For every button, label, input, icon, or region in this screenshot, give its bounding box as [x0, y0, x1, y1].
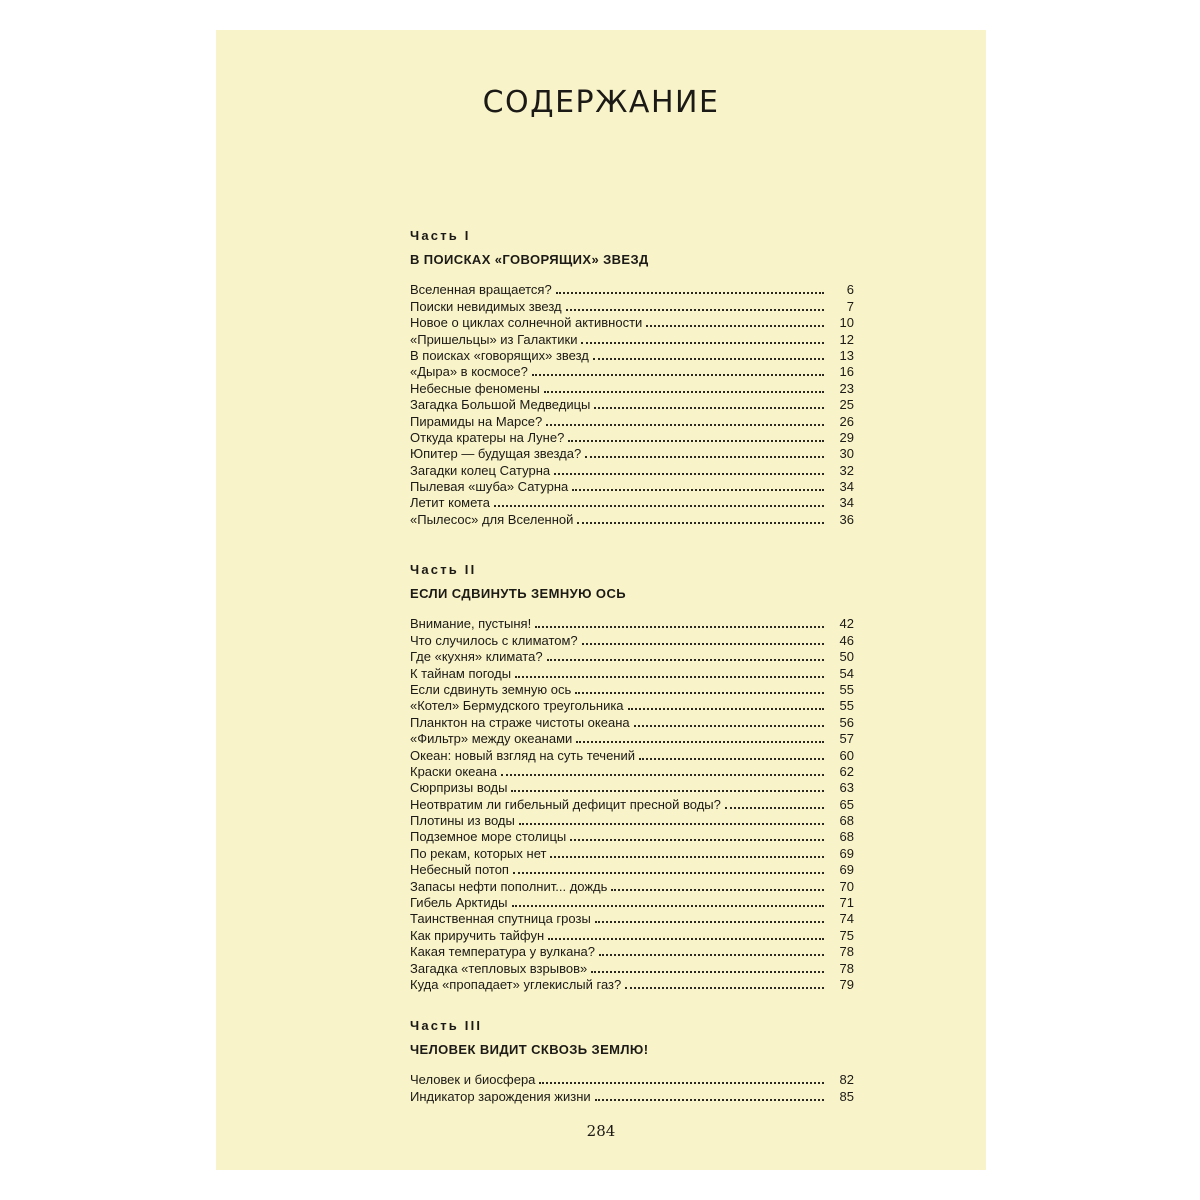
toc-entry: [410, 911, 854, 927]
toc-entry: [410, 315, 854, 331]
toc-entry: [410, 462, 854, 478]
toc-entry: [410, 927, 854, 943]
toc-entry-page: 55: [839, 681, 854, 697]
toc-entry: [410, 878, 854, 894]
toc-entry-page: 25: [839, 397, 854, 413]
toc-entry-page: 30: [839, 446, 854, 462]
toc-entry-title: Новое о циклах солнечной активности: [410, 315, 643, 331]
toc-entry: [410, 380, 854, 396]
dot-leader: [570, 838, 824, 841]
dot-leader: [556, 291, 824, 294]
toc-entry: [410, 862, 854, 878]
toc-entry-page: 85: [839, 1088, 854, 1104]
dot-leader: [585, 455, 824, 458]
dot-leader: [611, 888, 824, 891]
part-label: Часть III: [410, 1018, 483, 1033]
toc-entry-page: 54: [839, 665, 854, 681]
dot-leader: [639, 757, 824, 760]
toc-entry-title: Небесный потоп: [410, 862, 509, 878]
dot-leader: [572, 488, 824, 491]
toc-entry-page: 60: [839, 747, 854, 763]
toc-entry-page: 16: [839, 364, 854, 380]
dot-leader: [535, 625, 824, 628]
toc-entry: [410, 1072, 854, 1088]
toc-entry: [410, 479, 854, 495]
dot-leader: [575, 691, 824, 694]
toc-entry: [410, 796, 854, 812]
toc-entry: [410, 282, 854, 298]
toc-entry-title: Что случилось с климатом?: [410, 632, 578, 648]
dot-leader: [550, 855, 824, 858]
toc-entry-title: Сюрпризы воды: [410, 780, 508, 796]
toc-entry: [410, 430, 854, 446]
toc-entry-page: 75: [839, 927, 854, 943]
toc-entry-title: Как приручить тайфун: [410, 927, 545, 943]
toc-entry-page: 78: [839, 944, 854, 960]
toc-entry-page: 42: [839, 616, 854, 632]
toc-entry-page: 10: [839, 315, 854, 331]
toc-entry-page: 78: [839, 960, 854, 976]
toc-entry-page: 13: [839, 347, 854, 363]
dot-leader: [547, 658, 824, 661]
dot-leader: [554, 472, 824, 475]
toc-entry-page: 65: [839, 796, 854, 812]
toc-entry: [410, 364, 854, 380]
dot-leader: [513, 871, 824, 874]
dot-leader: [646, 324, 824, 327]
dot-leader: [594, 406, 824, 409]
toc-entry: [410, 895, 854, 911]
dot-leader: [546, 423, 824, 426]
toc-entry-title: Вселенная вращается?: [410, 282, 552, 298]
book-page: [216, 30, 986, 1170]
toc-entry-title: «Дыра» в космосе?: [410, 364, 528, 380]
toc-entry: [410, 780, 854, 796]
toc-entry-page: 26: [839, 413, 854, 429]
toc-entry: [410, 348, 854, 364]
toc-entry-title: Куда «пропадает» углекислый газ?: [410, 976, 622, 992]
toc-entry-title: Какая температура у вулкана?: [410, 944, 595, 960]
toc-entry-title: Пирамиды на Марсе?: [410, 413, 543, 429]
toc-entry-title: Небесные феномены: [410, 380, 540, 396]
dot-leader: [512, 904, 824, 907]
toc-entry-page: 34: [839, 479, 854, 495]
toc-entry: [410, 731, 854, 747]
toc-entry: [410, 714, 854, 730]
dot-leader: [566, 308, 824, 311]
part-title: ЕСЛИ СДВИНУТЬ ЗЕМНУЮ ОСЬ: [410, 586, 626, 601]
toc-entry-title: По рекам, которых нет: [410, 845, 547, 861]
toc-entry-title: Загадка Большой Медведицы: [410, 397, 591, 413]
page-title: СОДЕРЖАНИЕ: [482, 85, 720, 121]
dot-leader: [539, 1081, 824, 1084]
toc-entry: [410, 397, 854, 413]
dot-leader: [582, 642, 824, 645]
toc-entry-page: 74: [839, 911, 854, 927]
toc-entry-page: 55: [839, 698, 854, 714]
toc-entry-title: Краски океана: [410, 763, 498, 779]
part-title: В ПОИСКАХ «ГОВОРЯЩИХ» ЗВЕЗД: [410, 252, 649, 267]
toc-entry: [410, 977, 854, 993]
toc-entry-title: «Котел» Бермудского треугольника: [410, 698, 624, 714]
dot-leader: [568, 439, 824, 442]
toc-entry-page: 32: [839, 462, 854, 478]
dot-leader: [591, 970, 824, 973]
toc-entry: [410, 829, 854, 845]
dot-leader: [625, 986, 824, 989]
toc-entry-title: Внимание, пустыня!: [410, 616, 532, 632]
toc-entry: [410, 665, 854, 681]
dot-leader: [494, 504, 824, 507]
toc-entry: [410, 495, 854, 511]
toc-entry-page: 46: [839, 632, 854, 648]
toc-entry-title: «Пылесос» для Вселенной: [410, 511, 574, 527]
dot-leader: [515, 675, 824, 678]
toc-entry-page: 34: [839, 495, 854, 511]
toc-entry-page: 29: [839, 429, 854, 445]
toc-entry: [410, 632, 854, 648]
dot-leader: [511, 789, 824, 792]
part-2-section: [410, 560, 854, 993]
toc-entry: [410, 298, 854, 314]
toc-entry-title: Индикатор зарождения жизни: [410, 1088, 591, 1104]
toc-entry-title: «Фильтр» между океанами: [410, 731, 573, 747]
dot-leader: [581, 341, 824, 344]
toc-entry-page: 63: [839, 780, 854, 796]
toc-entry-title: Пылевая «шуба» Сатурна: [410, 479, 569, 495]
part-title: ЧЕЛОВЕК ВИДИТ СКВОЗЬ ЗЕМЛЮ!: [410, 1042, 649, 1057]
dot-leader: [725, 806, 824, 809]
dot-leader: [544, 390, 824, 393]
part-label: Часть II: [410, 562, 477, 577]
part-1-section: [410, 226, 854, 528]
toc-entry-page: 71: [839, 895, 854, 911]
toc-entry-page: 68: [839, 813, 854, 829]
toc-entry-page: 82: [839, 1072, 854, 1088]
dot-leader: [599, 953, 824, 956]
dot-leader: [593, 357, 824, 360]
toc-entry: [410, 764, 854, 780]
dot-leader: [595, 1098, 824, 1101]
toc-entry-title: В поисках «говорящих» звезд: [410, 347, 589, 363]
toc-entry-title: Таинственная спутница грозы: [410, 911, 591, 927]
dot-leader: [634, 724, 824, 727]
dot-leader: [532, 373, 824, 376]
toc-entry-title: Неотвратим ли гибельный дефицит пресной воды?: [410, 796, 721, 812]
toc-entry-title: Запасы нефти пополнит... дождь: [410, 878, 608, 894]
page-number: 284: [586, 1122, 616, 1140]
toc-entry: [410, 331, 854, 347]
dot-leader: [501, 773, 824, 776]
part-label: Часть I: [410, 228, 471, 243]
toc-entry-page: 12: [839, 331, 854, 347]
toc-entry: [410, 960, 854, 976]
toc-entry-page: 50: [839, 649, 854, 665]
dot-leader: [576, 740, 824, 743]
toc-entry-title: «Пришельцы» из Галактики: [410, 331, 578, 347]
toc-entry-page: 56: [839, 714, 854, 730]
toc-entry: [410, 944, 854, 960]
toc-entry-title: Планктон на страже чистоты океана: [410, 714, 630, 730]
toc-entry-title: Загадки колец Сатурна: [410, 462, 551, 478]
toc-entry-page: 69: [839, 845, 854, 861]
toc-entry-title: Океан: новый взгляд на суть течений: [410, 747, 636, 763]
toc-entry-title: Где «кухня» климата?: [410, 649, 543, 665]
toc-entry-page: 7: [846, 298, 854, 314]
dot-leader: [548, 937, 824, 940]
dot-leader: [577, 521, 824, 524]
toc-entry: [410, 413, 854, 429]
toc-entry-title: Подземное море столицы: [410, 829, 567, 845]
toc-entry-page: 57: [839, 731, 854, 747]
toc-entry-page: 68: [839, 829, 854, 845]
dot-leader: [595, 920, 824, 923]
toc-entry: [410, 616, 854, 632]
toc-entry-title: Плотины из воды: [410, 813, 515, 829]
toc-entry-title: Юпитер — будущая звезда?: [410, 446, 582, 462]
toc-entry: [410, 649, 854, 665]
toc-entry-title: Человек и биосфера: [410, 1072, 536, 1088]
toc-entry-title: Если сдвинуть земную ось: [410, 681, 572, 697]
toc-entry-title: Откуда кратеры на Луне?: [410, 429, 565, 445]
toc-entry-page: 62: [839, 763, 854, 779]
toc-entry-title: К тайнам погоды: [410, 665, 512, 681]
toc-entry-title: Гибель Арктиды: [410, 895, 508, 911]
toc-entry-page: 70: [839, 878, 854, 894]
toc-entry-page: 23: [839, 380, 854, 396]
toc-list: [410, 282, 854, 528]
toc-entry-page: 6: [846, 282, 854, 298]
toc-entry: [410, 747, 854, 763]
dot-leader: [628, 707, 824, 710]
toc-entry: [410, 813, 854, 829]
toc-list: [410, 616, 854, 993]
toc-entry-title: Поиски невидимых звезд: [410, 298, 562, 314]
toc-entry: [410, 698, 854, 714]
toc-entry: [410, 845, 854, 861]
toc-entry: [410, 1088, 854, 1104]
toc-entry-page: 36: [839, 511, 854, 527]
toc-entry-title: Загадка «тепловых взрывов»: [410, 960, 588, 976]
dot-leader: [519, 822, 824, 825]
toc-entry: [410, 511, 854, 527]
toc-entry-title: Летит комета: [410, 495, 490, 511]
toc-entry: [410, 446, 854, 462]
toc-entry-page: 79: [839, 976, 854, 992]
toc-entry-page: 69: [839, 862, 854, 878]
toc-list: [410, 1072, 854, 1105]
part-3-section: [410, 1016, 854, 1105]
toc-entry: [410, 682, 854, 698]
